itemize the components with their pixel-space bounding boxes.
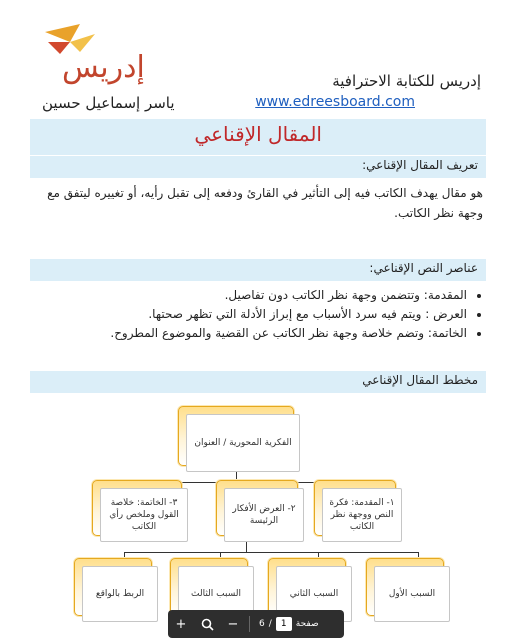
brand-url-link[interactable]: www.edreesboard.com [255,94,415,110]
diagram-root-node [178,406,294,466]
diagram-node-reason2 [268,558,346,616]
diagram-heading-bar [30,371,486,393]
elements-heading-bar [30,259,486,281]
title-banner [30,119,486,155]
list-item: • الخاتمة: وتضم خلاصة وجهة نظر الكاتب عن القضية والموضوع المطروح. [37,324,467,343]
connector-line [124,552,418,553]
brand-title: إدريس للكتابة الاحترافية [332,72,481,90]
page-separator: / [268,619,272,629]
definition-heading: تعريف المقال الإقناعي: [362,158,478,172]
list-item: • العرض : ويتم فيه سرد الأسباب مع إبراز الأدلة التي تظهر صحتها. [37,305,467,324]
zoom-search-button[interactable] [194,610,220,638]
diagram-node-link [74,558,152,616]
intro-label: ١- المقدمة: فكرة النص ووجهة نظر الكاتب [322,488,402,542]
reason2-label: السبب الثاني [276,566,352,622]
reason3-label: السبب الثالث [178,566,254,622]
diagram-node-intro [314,480,396,536]
root-label: الفكرية المحورية / العنوان [186,414,300,472]
diagram-node-body [216,480,298,536]
page-indicator [259,617,319,631]
essay-structure-diagram [40,400,480,630]
total-pages: 6 [259,619,265,629]
definition-heading-bar [30,156,486,178]
pdf-viewer-toolbar [168,610,344,638]
list-item: • المقدمة: وتتضمن وجهة نظر الكاتب دون تفاصيل. [37,286,467,305]
diagram-node-reason3 [170,558,248,616]
elements-list [37,286,483,343]
toolbar-divider [249,616,250,632]
diagram-node-conclusion [92,480,182,536]
page-label: صفحة [295,619,319,629]
author-name: ياسر إسماعيل حسين [42,94,175,112]
reason1-label: السبب الأول [374,566,450,622]
logo-wordmark: إدريس [62,50,145,85]
conclusion-label: ٣- الخاتمة: خلاصة القول وملخص رأي الكاتب [100,488,188,542]
magnifier-icon [201,618,214,631]
zoom-in-button[interactable]: + [175,616,187,632]
body-label: ٢- العرض الأفكار الرئيسة [224,488,304,542]
diagram-heading: مخطط المقال الإقناعي [362,373,478,387]
link-label: الربط بالواقع [82,566,158,622]
definition-text: هو مقال يهدف الكاتب فيه إلى التأثير في القارئ ودفعه إلى تقبل رأيه، أو تغييره ليتفق مع وجهة نظر الكاتب. [47,186,483,220]
elements-heading: عناصر النص الإقناعي: [369,261,478,275]
diagram-node-reason1 [366,558,444,616]
zoom-out-button[interactable]: − [227,616,239,632]
current-page-input[interactable]: 1 [276,617,292,631]
page-title: المقال الإقناعي [194,122,322,146]
